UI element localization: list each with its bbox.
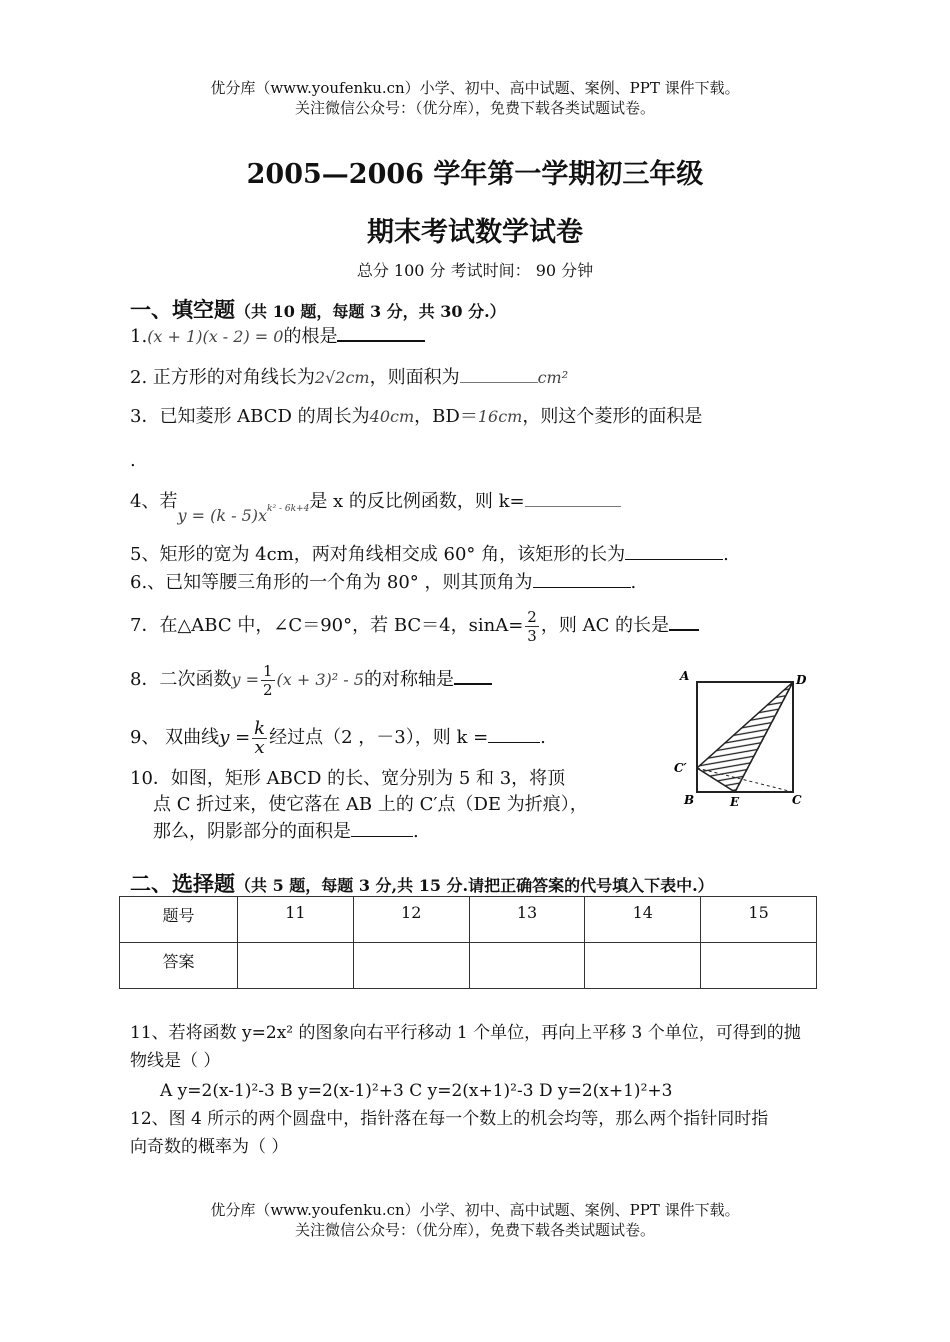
question-number-cell: 15 <box>701 897 817 943</box>
q9-post-text: 经过点（2 ，－3），则 k = <box>269 727 489 748</box>
q7-text: 7．在△ABC 中，∠C＝90°，若 BC＝4，sinA= <box>130 615 524 636</box>
question-1 <box>130 322 425 350</box>
answer-cell[interactable] <box>469 943 585 989</box>
q5-tail: . <box>723 544 729 565</box>
answer-cell[interactable] <box>238 943 354 989</box>
footer-line-1: 优分库（www.youfenku.cn）小学、初中、高中试题、案例、PPT 课件下载。 <box>210 1201 740 1219</box>
q4-exponent: k² - 6k+4 <box>267 504 310 514</box>
question-10-line-1: 10．如图，矩形 ABCD 的长、宽分别为 5 和 3，将顶 <box>130 768 566 789</box>
q10-tail: . <box>413 821 419 842</box>
section-1-note: （共 10 题，每题 3 分，共 30 分.） <box>235 302 506 321</box>
q6-answer-blank[interactable] <box>533 571 631 588</box>
question-7 <box>130 606 699 646</box>
answer-table-header-row <box>120 897 817 943</box>
section-2-title: 二、选择题 <box>130 871 235 896</box>
q5-text: 5、矩形的宽为 4cm，两对角线相交成 60° 角，该矩形的长为 <box>130 544 626 565</box>
q8-formula-b: (x + 3)² - 5 <box>276 670 364 689</box>
question-number-cell: 11 <box>238 897 354 943</box>
q4-answer-blank[interactable] <box>525 488 621 507</box>
question-2 <box>130 364 568 391</box>
q8-text: 8．二次函数 <box>130 669 232 690</box>
q4-formula: y = (k - 5)x <box>177 506 268 525</box>
q9-text: 9、 双曲线 <box>130 727 220 748</box>
q1-number: 1. <box>130 326 148 347</box>
q9-answer-blank[interactable] <box>488 724 540 743</box>
label-d: D <box>796 673 807 687</box>
shaded-triangle <box>697 682 793 792</box>
q3-perimeter: 40cm <box>369 407 415 426</box>
q9-formula: y = <box>219 727 251 748</box>
answer-label-cell: 答案 <box>120 943 238 989</box>
q7-denominator: 3 <box>527 626 537 645</box>
q9-fraction <box>252 717 267 758</box>
label-a: A <box>680 669 690 683</box>
question-11-options: A y=2(x-1)²-3 B y=2(x-1)²+3 C y=2(x+1)²-3 D y=2(x+1)²+3 <box>160 1081 673 1101</box>
q1-text: 的根是 <box>283 326 338 347</box>
section-1-heading <box>130 294 506 324</box>
q9-denominator: x <box>254 736 265 758</box>
section-2-heading <box>130 868 714 898</box>
q3-post-text: ，则这个菱形的面积是 <box>522 406 703 427</box>
question-10-line-3 <box>153 818 419 845</box>
q9-tail: . <box>540 727 546 748</box>
answer-cell[interactable] <box>701 943 817 989</box>
question-number-cell: 14 <box>585 897 701 943</box>
question-5 <box>130 542 729 568</box>
q7-answer-blank[interactable] <box>669 611 699 631</box>
q2-text: 2. 正方形的对角线长为 <box>130 367 315 388</box>
header-label-cell: 题号 <box>120 897 238 943</box>
q2-mid-text: ，则面积为 <box>369 367 460 388</box>
exam-title-line-2: 期末考试数学试卷 <box>367 217 583 248</box>
question-11-line-1: 11、若将函数 y=2x² 的图象向右平行移动 1 个单位，再向上平移 3 个单位，可得到的抛 <box>130 1023 801 1043</box>
question-12-line-1: 12、图 4 所示的两个圆盘中，指针落在每一个数上的机会均等，那么两个指针同时指 <box>130 1109 769 1129</box>
answer-table <box>119 896 817 989</box>
q8-denominator: 2 <box>262 680 273 699</box>
q7-numerator: 2 <box>527 607 537 626</box>
label-b: B <box>684 793 695 807</box>
exam-title-line-1: 2005—2006 学年第一学期初三年级 <box>246 159 704 190</box>
q3-mid-text: ，BD＝ <box>414 406 478 427</box>
section-1-title: 一、填空题 <box>130 297 235 322</box>
question-11-line-2: 物线是（ ） <box>130 1051 221 1071</box>
q8-answer-blank[interactable] <box>454 665 492 685</box>
question-9 <box>130 716 546 760</box>
question-number-cell: 13 <box>469 897 585 943</box>
q2-unit: cm² <box>537 368 569 387</box>
label-c-prime: C′ <box>674 761 687 775</box>
label-c: C <box>792 793 802 807</box>
q8-post-text: 的对称轴是 <box>363 669 454 690</box>
rectangle-fold-figure <box>672 664 812 814</box>
q1-formula: (x + 1)(x - 2) = 0 <box>147 327 284 346</box>
q5-answer-blank[interactable] <box>625 543 723 560</box>
q3-text: 3．已知菱形 ABCD 的周长为 <box>130 406 370 427</box>
question-12-line-2: 向奇数的概率为（ ） <box>130 1137 289 1157</box>
q4-text: 4、若 <box>130 491 178 512</box>
question-3 <box>130 404 702 430</box>
question-6 <box>130 570 636 596</box>
q7-fraction <box>525 608 539 645</box>
q4-post-text: 是 x 的反比例函数，则 k= <box>309 491 525 512</box>
question-10-line-2: 点 C 折过来，使它落在 AB 上的 C′点（DE 为折痕）， <box>153 794 588 815</box>
q8-formula-a: y = <box>231 670 259 689</box>
q6-tail: . <box>630 572 637 593</box>
header-line-2: 关注微信公众号：（优分库），免费下载各类试题试卷。 <box>294 99 655 117</box>
q2-answer-blank[interactable] <box>460 364 538 383</box>
header-line-1: 优分库（www.youfenku.cn）小学、初中、高中试题、案例、PPT 课件下载。 <box>210 79 740 97</box>
answer-table-answer-row <box>120 943 817 989</box>
q8-numerator: 1 <box>262 661 273 680</box>
exam-info: 总分 100 分 考试时间： 90 分钟 <box>356 261 594 280</box>
q6-text: 6.、已知等腰三角形的一个角为 80° ，则其顶角为 <box>130 572 533 593</box>
q10-text: 那么，阴影部分的面积是 <box>153 821 351 842</box>
q3-diagonal: 16cm <box>477 407 523 426</box>
q9-numerator: k <box>254 717 266 739</box>
q10-answer-blank[interactable] <box>351 818 413 837</box>
question-4 <box>130 488 621 525</box>
question-8 <box>130 660 492 700</box>
q2-formula: 2√2cm <box>314 368 370 387</box>
section-2-note: （共 5 题，每题 3 分,共 15 分.请把正确答案的代号填入下表中.） <box>235 876 714 895</box>
q3-tail: . <box>130 450 136 471</box>
label-e: E <box>730 795 740 809</box>
question-number-cell: 12 <box>353 897 469 943</box>
answer-cell[interactable] <box>585 943 701 989</box>
q7-post-text: ，则 AC 的长是 <box>540 615 670 636</box>
answer-cell[interactable] <box>353 943 469 989</box>
q1-answer-blank[interactable] <box>337 322 425 342</box>
footer-line-2: 关注微信公众号：（优分库），免费下载各类试题试卷。 <box>294 1221 655 1239</box>
q8-fraction <box>261 662 275 699</box>
